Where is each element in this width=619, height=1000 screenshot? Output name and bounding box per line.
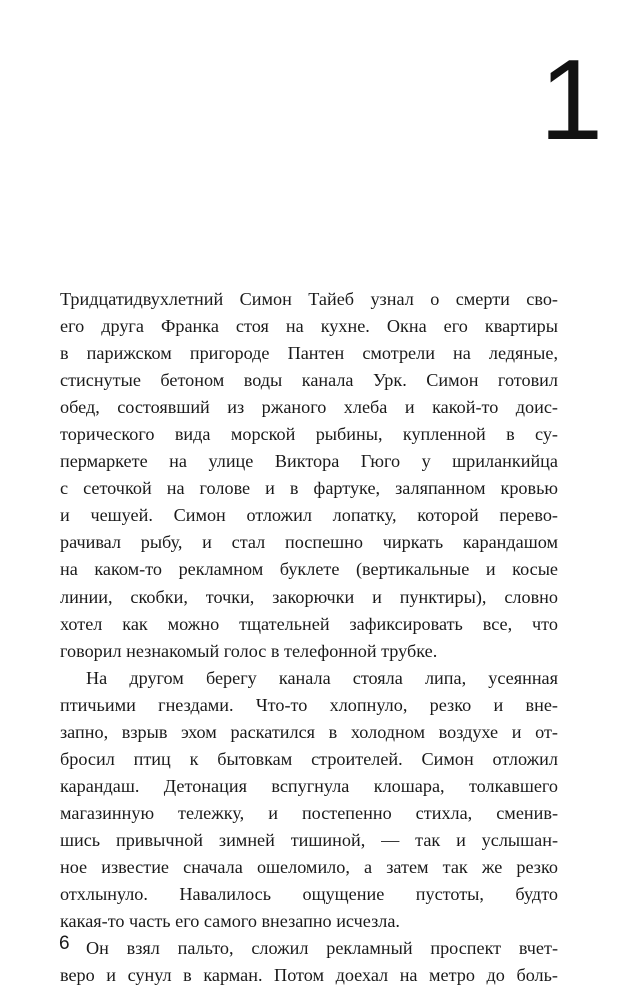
chapter-number: 1 [539, 37, 603, 164]
text-line: шись привычной зимней тишиной, — так и услышан- [60, 829, 558, 850]
text-line: линии, скобки, точки, закорючки и пунктиры), словно [60, 586, 558, 607]
body-text [60, 286, 558, 989]
text-line: запно, взрыв эхом раскатился в холодном воздухе и от- [60, 721, 558, 742]
text-line: отхлынуло. Навалилось ощущение пустоты, будто [60, 884, 558, 905]
text-line: его друга Франка стоя на кухне. Окна его квартиры [60, 316, 558, 337]
text-line: торического вида морской рыбины, купленной в су- [60, 424, 558, 445]
text-line: говорил незнакомый голос в телефонной трубке. [60, 640, 438, 661]
text-line: стиснутые бетоном воды канала Урк. Симон готовил [60, 370, 558, 391]
text-line: На другом берегу канала стояла липа, усеянная [86, 667, 558, 688]
text-line: ное известие сначала ошеломило, а затем так же резко [60, 856, 558, 877]
text-line: рачивал рыбу, и стал поспешно чиркать карандашом [60, 532, 558, 553]
text-line: птичьими гнездами. Что-то хлопнуло, резко и вне- [60, 694, 558, 715]
paragraph-2 [60, 665, 558, 935]
text-line: магазинную тележку, и постепенно стихла, сменив- [60, 802, 558, 823]
text-line: какая-то часть его самого внезапно исчезла. [60, 911, 400, 932]
text-line: Он взял пальто, сложил рекламный проспект вчет- [86, 938, 558, 959]
paragraph-3 [60, 935, 558, 989]
text-line: в парижском пригороде Пантен смотрели на ледяные, [60, 343, 558, 364]
text-line: на каком-то рекламном буклете (вертикальные и косые [60, 559, 558, 580]
paragraph-1 [60, 286, 558, 665]
text-line: обед, состоявший из ржаного хлеба и какой-то доис- [60, 397, 558, 418]
text-line: хотел как можно тщательней зафиксировать все, что [60, 613, 558, 634]
text-line: бросил птиц к бытовкам строителей. Симон отложил [60, 748, 558, 769]
text-line: с сеточкой на голове и в фартуке, заляпанном кровью [60, 478, 558, 499]
text-line: веро и сунул в карман. Потом доехал на метро до боль- [60, 965, 558, 986]
text-line: и чешуей. Симон отложил лопатку, которой перево- [60, 505, 558, 526]
text-line: пермаркете на улице Виктора Гюго у шриланкийца [60, 451, 558, 472]
text-line: карандаш. Детонация вспугнула клошара, толкавшего [60, 775, 558, 796]
text-line: Тридцатидвухлетний Симон Тайеб узнал о смерти сво- [60, 289, 558, 309]
page-number: 6 [59, 933, 70, 954]
